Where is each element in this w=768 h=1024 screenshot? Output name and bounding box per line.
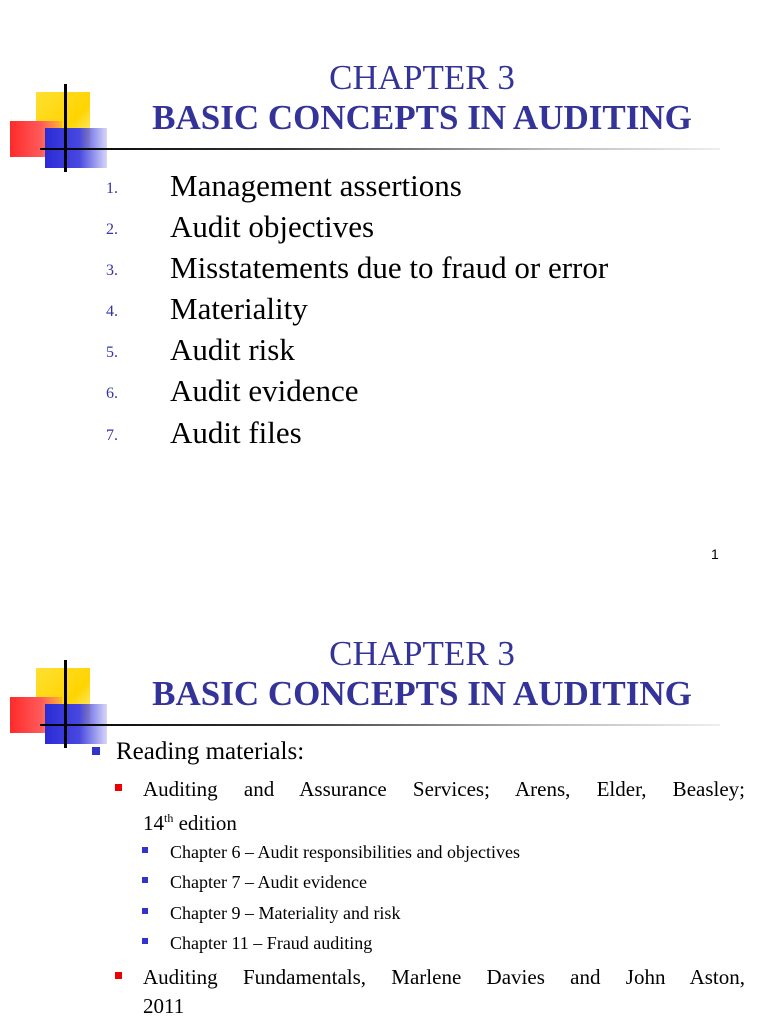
list-item: [0, 248, 768, 288]
list-text: Audit risk: [170, 332, 295, 367]
list-text: Misstatements due to fraud or error: [170, 250, 609, 285]
list-number: 4.: [106, 303, 118, 320]
list-text: Audit objectives: [170, 209, 375, 244]
book-item: [115, 775, 745, 835]
page-number: 1: [711, 546, 719, 562]
list-number: 5.: [106, 344, 118, 361]
bullet-square: [92, 747, 100, 755]
list-item: [0, 330, 768, 370]
title-line-2: BASIC CONCEPTS IN AUDITING: [152, 674, 692, 713]
bullet-square: [142, 908, 148, 914]
book-1-line-1: Auditing and Assurance Services; Arens, Elder, Beasley;: [143, 777, 745, 801]
title-underline: [40, 724, 720, 726]
edition-number: 14: [143, 811, 164, 835]
list-item: [0, 166, 768, 206]
slide-2: [0, 576, 768, 1024]
book-2-line-1: Auditing Fundamentals, Marlene Davies and John Aston,: [143, 965, 745, 989]
book-2-text: [143, 963, 745, 1021]
bullet-square: [115, 784, 122, 791]
edition-suffix: th: [164, 811, 174, 825]
title-line-1: CHAPTER 3: [329, 634, 515, 673]
chapter-text: Chapter 7 – Audit evidence: [170, 872, 367, 892]
list-number: 3.: [106, 262, 118, 279]
list-text: Audit evidence: [170, 373, 359, 408]
edition-word: edition: [178, 811, 237, 835]
book-2-line-2: 2011: [143, 994, 185, 1018]
list-item: [0, 413, 768, 453]
decorative-logo: [0, 576, 130, 756]
list-number: 2.: [106, 221, 118, 238]
reading-materials-label: Reading materials:: [116, 738, 305, 765]
list-item: [0, 207, 768, 247]
slide-title: [127, 634, 717, 714]
bullet-square: [142, 877, 148, 883]
bullet-square: [115, 972, 122, 979]
list-text: Management assertions: [170, 168, 462, 203]
chapter-text: Chapter 9 – Materiality and risk: [170, 903, 401, 923]
vertical-rule: [64, 84, 67, 172]
vertical-rule: [64, 660, 67, 748]
decorative-logo: [0, 0, 130, 180]
chapter-text: Chapter 11 – Fraud auditing: [170, 933, 373, 953]
bullet-square: [142, 847, 148, 853]
slide-title: [127, 58, 717, 138]
list-text: Audit files: [170, 415, 302, 450]
bullet-square: [142, 938, 148, 944]
list-number: 7.: [106, 427, 118, 444]
list-number: 1.: [106, 180, 118, 197]
chapter-text: Chapter 6 – Audit responsibilities and objectives: [170, 842, 520, 862]
list-text: Materiality: [170, 291, 308, 326]
title-line-2: BASIC CONCEPTS IN AUDITING: [152, 98, 692, 137]
list-item: [0, 289, 768, 329]
list-number: 6.: [106, 385, 118, 402]
title-line-1: CHAPTER 3: [329, 58, 515, 97]
book-item: [115, 963, 745, 1023]
list-item: [0, 371, 768, 411]
book-1-line-2: [143, 804, 745, 838]
title-underline: [40, 148, 720, 150]
book-1-text: [143, 775, 745, 838]
